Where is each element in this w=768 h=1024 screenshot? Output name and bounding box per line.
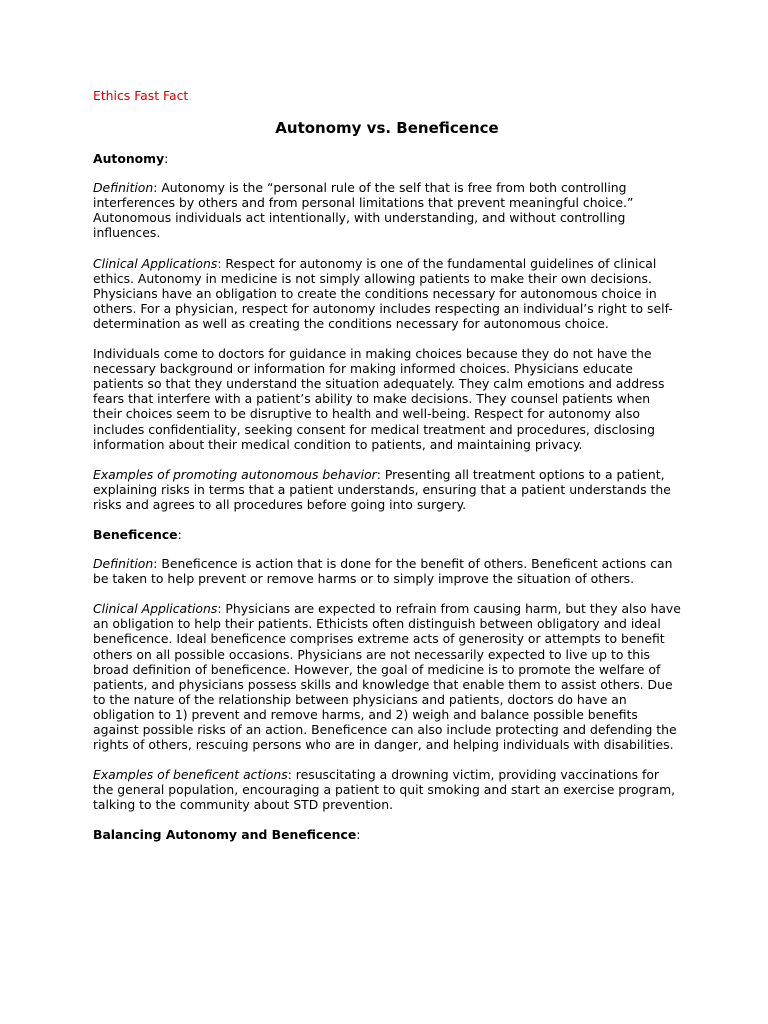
beneficence-heading-colon: :: [177, 526, 182, 542]
balancing-heading: [93, 827, 681, 842]
autonomy-paragraph: Individuals come to doctors for guidance in making choices because they do not have the necessary background or information for making informed choices. Physicians educate patients so that they understand the situation adequately. They calm emotions and address fears that interfere with a patient’s ability to make decisions. They counsel patients when their choices seem to be disruptive to health and well-being. Respect for autonomy also includes confidentiality, seeking consent for medical treatment and procedures, disclosing information about their medical condition to patients, and maintaining privacy.: [93, 346, 665, 452]
autonomy-heading: [93, 151, 681, 166]
autonomy-clinical-label: Clinical Applications: [93, 255, 218, 271]
autonomy-definition: [93, 180, 681, 240]
balancing-heading-colon: :: [356, 827, 361, 843]
balancing-heading-text: Balancing Autonomy and Beneficence: [93, 827, 357, 843]
beneficence-definition-text: : Beneficence is action that is done for the benefit of others. Beneficent actions can be taken to help prevent or remove harms or to simply improve the situation of others.: [93, 556, 673, 587]
autonomy-examples: [93, 467, 681, 512]
page-title: Autonomy vs. Beneficence: [275, 119, 499, 138]
document-page: [93, 88, 681, 857]
autonomy-examples-text: : Presenting all treatment options to a patient, explaining risks in terms that a patient understands, ensuring that a patient understands the risks and agrees to all procedures before going into surgery.: [93, 466, 671, 512]
beneficence-examples: [93, 767, 681, 812]
autonomy-clinical-applications: [93, 256, 681, 331]
beneficence-definition: [93, 556, 681, 586]
beneficence-clinical-label: Clinical Applications: [93, 601, 218, 617]
beneficence-definition-label: Definition: [93, 556, 154, 572]
autonomy-heading-text: Autonomy: [93, 151, 165, 167]
beneficence-examples-text: : resuscitating a drowning victim, providing vaccinations for the general population, encouraging a patient to quit smoking and start an exercise program, talking to the community about STD prevention.: [93, 767, 676, 813]
autonomy-definition-text: : Autonomy is the “personal rule of the self that is free from both controlling interferences by others and from personal limitations that prevent meaningful choice.” Autonomous individuals act intentionally, with understanding, and without controlling influences.: [93, 180, 634, 241]
beneficence-heading-text: Beneficence: [93, 526, 178, 542]
autonomy-definition-label: Definition: [93, 180, 154, 196]
autonomy-clinical-text: : Respect for autonomy is one of the fundamental guidelines of clinical ethics. Autonomy in medicine is not simply allowing patients to make their own decisions. Physicians have an obligation to create the conditions necessary for autonomous choice in others. For a physician, respect for autonomy includes respecting an individual’s right to self-determination as well as creating the conditions necessary for autonomous choice.: [93, 255, 673, 331]
autonomy-heading-colon: :: [164, 151, 169, 167]
beneficence-clinical-applications: [93, 601, 681, 752]
beneficence-heading: [93, 527, 681, 542]
beneficence-examples-label: Examples of beneficent actions: [93, 767, 288, 783]
autonomy-examples-label: Examples of promoting autonomous behavior: [93, 466, 377, 482]
document-kicker: Ethics Fast Fact: [93, 88, 189, 103]
beneficence-clinical-text: : Physicians are expected to refrain from causing harm, but they also have an obligation to help their patients. Ethicists often distinguish between obligatory and ideal beneficence. Ideal beneficence comprises extreme acts of generosity or attempts to benefit others on all possible occasions. Physicians are not necessarily expected to live up to this broad definition of beneficence. However, the goal of medicine is to promote the welfare of patients, and physicians possess skills and knowledge that enable them to assist others. Due to the nature of the relationship between physicians and patients, doctors do have an obligation to 1) prevent and remove harms, and 2) weigh and balance possible benefits against possible risks of an action. Beneficence can also include protecting and defending the rights of others, rescuing persons who are in danger, and helping individuals with disabilities.: [93, 601, 681, 753]
